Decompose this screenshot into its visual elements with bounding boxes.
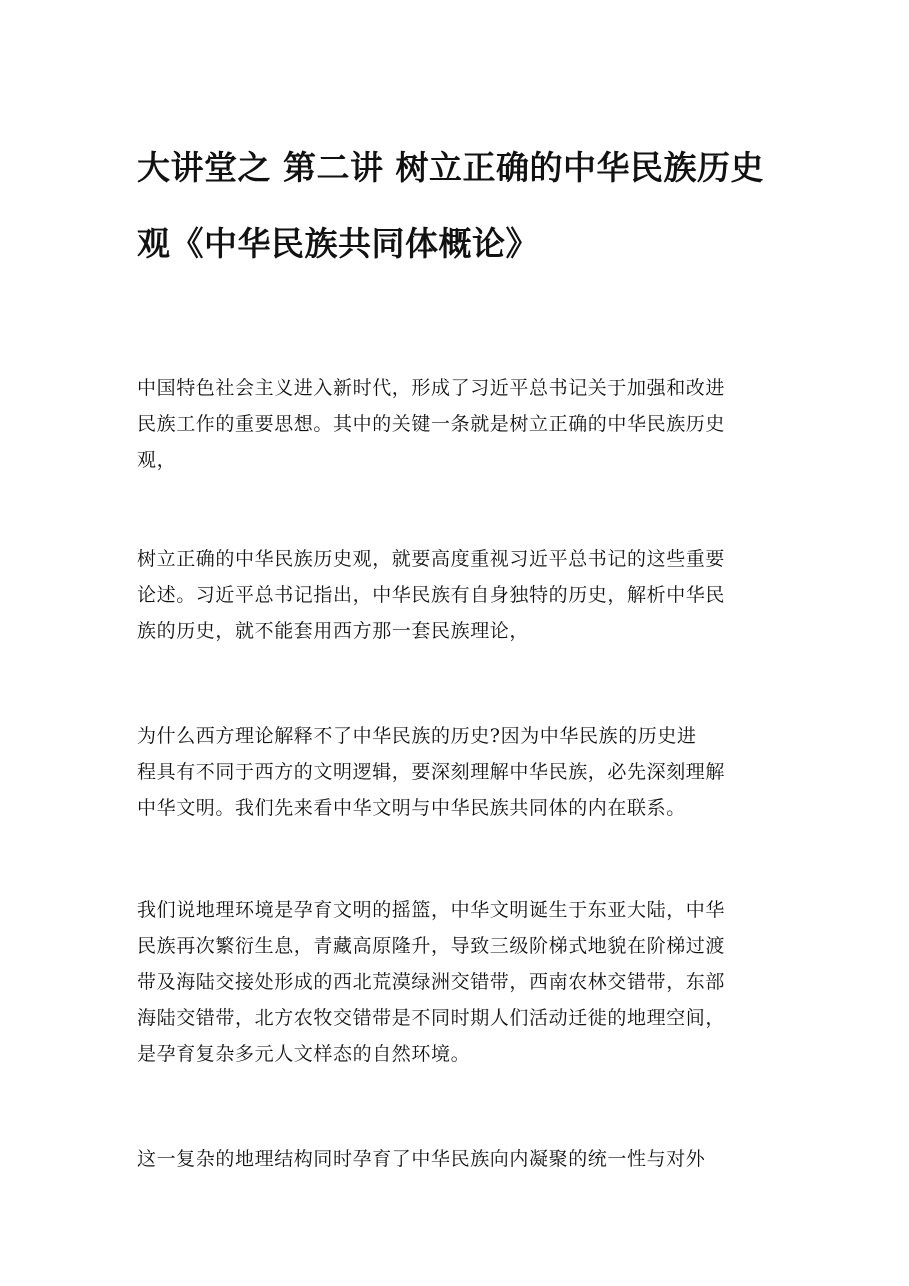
- paragraph-line: 中华文明。我们先来看中华文明与中华民族共同体的内在联系。: [137, 797, 686, 819]
- title-line: 观《中华民族共同体概论》: [137, 224, 539, 263]
- paragraph-line: 中国特色社会主义进入新时代，形成了习近平总书记关于加强和改进: [137, 377, 726, 399]
- title-line: 大讲堂之 第二讲 树立正确的中华民族历史: [137, 148, 764, 187]
- paragraph: [137, 1141, 777, 1177]
- paragraph: [137, 370, 777, 478]
- paragraph-line: 程具有不同于西方的文明逻辑，要深刻理解中华民族，必先深刻理解: [137, 761, 726, 783]
- paragraph-line: 民族工作的重要思想。其中的关键一条就是树立正确的中华民族历史: [137, 413, 726, 435]
- paragraph-line: 带及海陆交接处形成的西北荒漠绿洲交错带，西南农林交错带，东部: [137, 971, 726, 993]
- paragraph-line: 海陆交错带，北方农牧交错带是不同时期人们活动迁徙的地理空间，: [137, 1007, 726, 1029]
- paragraph-line: 为什么西方理论解释不了中华民族的历史?因为中华民族的历史进: [137, 725, 697, 747]
- paragraph-line: 这一复杂的地理结构同时孕育了中华民族向内凝聚的统一性与对外: [137, 1148, 706, 1170]
- paragraph-line: 观，: [137, 449, 177, 471]
- paragraph-line: 族的历史，就不能套用西方那一套民族理论，: [137, 620, 530, 642]
- paragraph-line: 我们说地理环境是孕育文明的摇篮，中华文明诞生于东亚大陆，中华: [137, 899, 726, 921]
- document-title: [137, 130, 787, 282]
- paragraph-line: 民族再次繁衍生息，青藏高原隆升，导致三级阶梯式地貌在阶梯过渡: [137, 935, 726, 957]
- paragraph: [137, 718, 777, 826]
- paragraph-line: 是孕育复杂多元人文样态的自然环境。: [137, 1043, 471, 1065]
- paragraph: [137, 892, 777, 1072]
- paragraph-line: 树立正确的中华民族历史观，就要高度重视习近平总书记的这些重要: [137, 548, 726, 570]
- paragraph-line: 论述。习近平总书记指出，中华民族有自身独特的历史，解析中华民: [137, 584, 726, 606]
- paragraph: [137, 541, 777, 649]
